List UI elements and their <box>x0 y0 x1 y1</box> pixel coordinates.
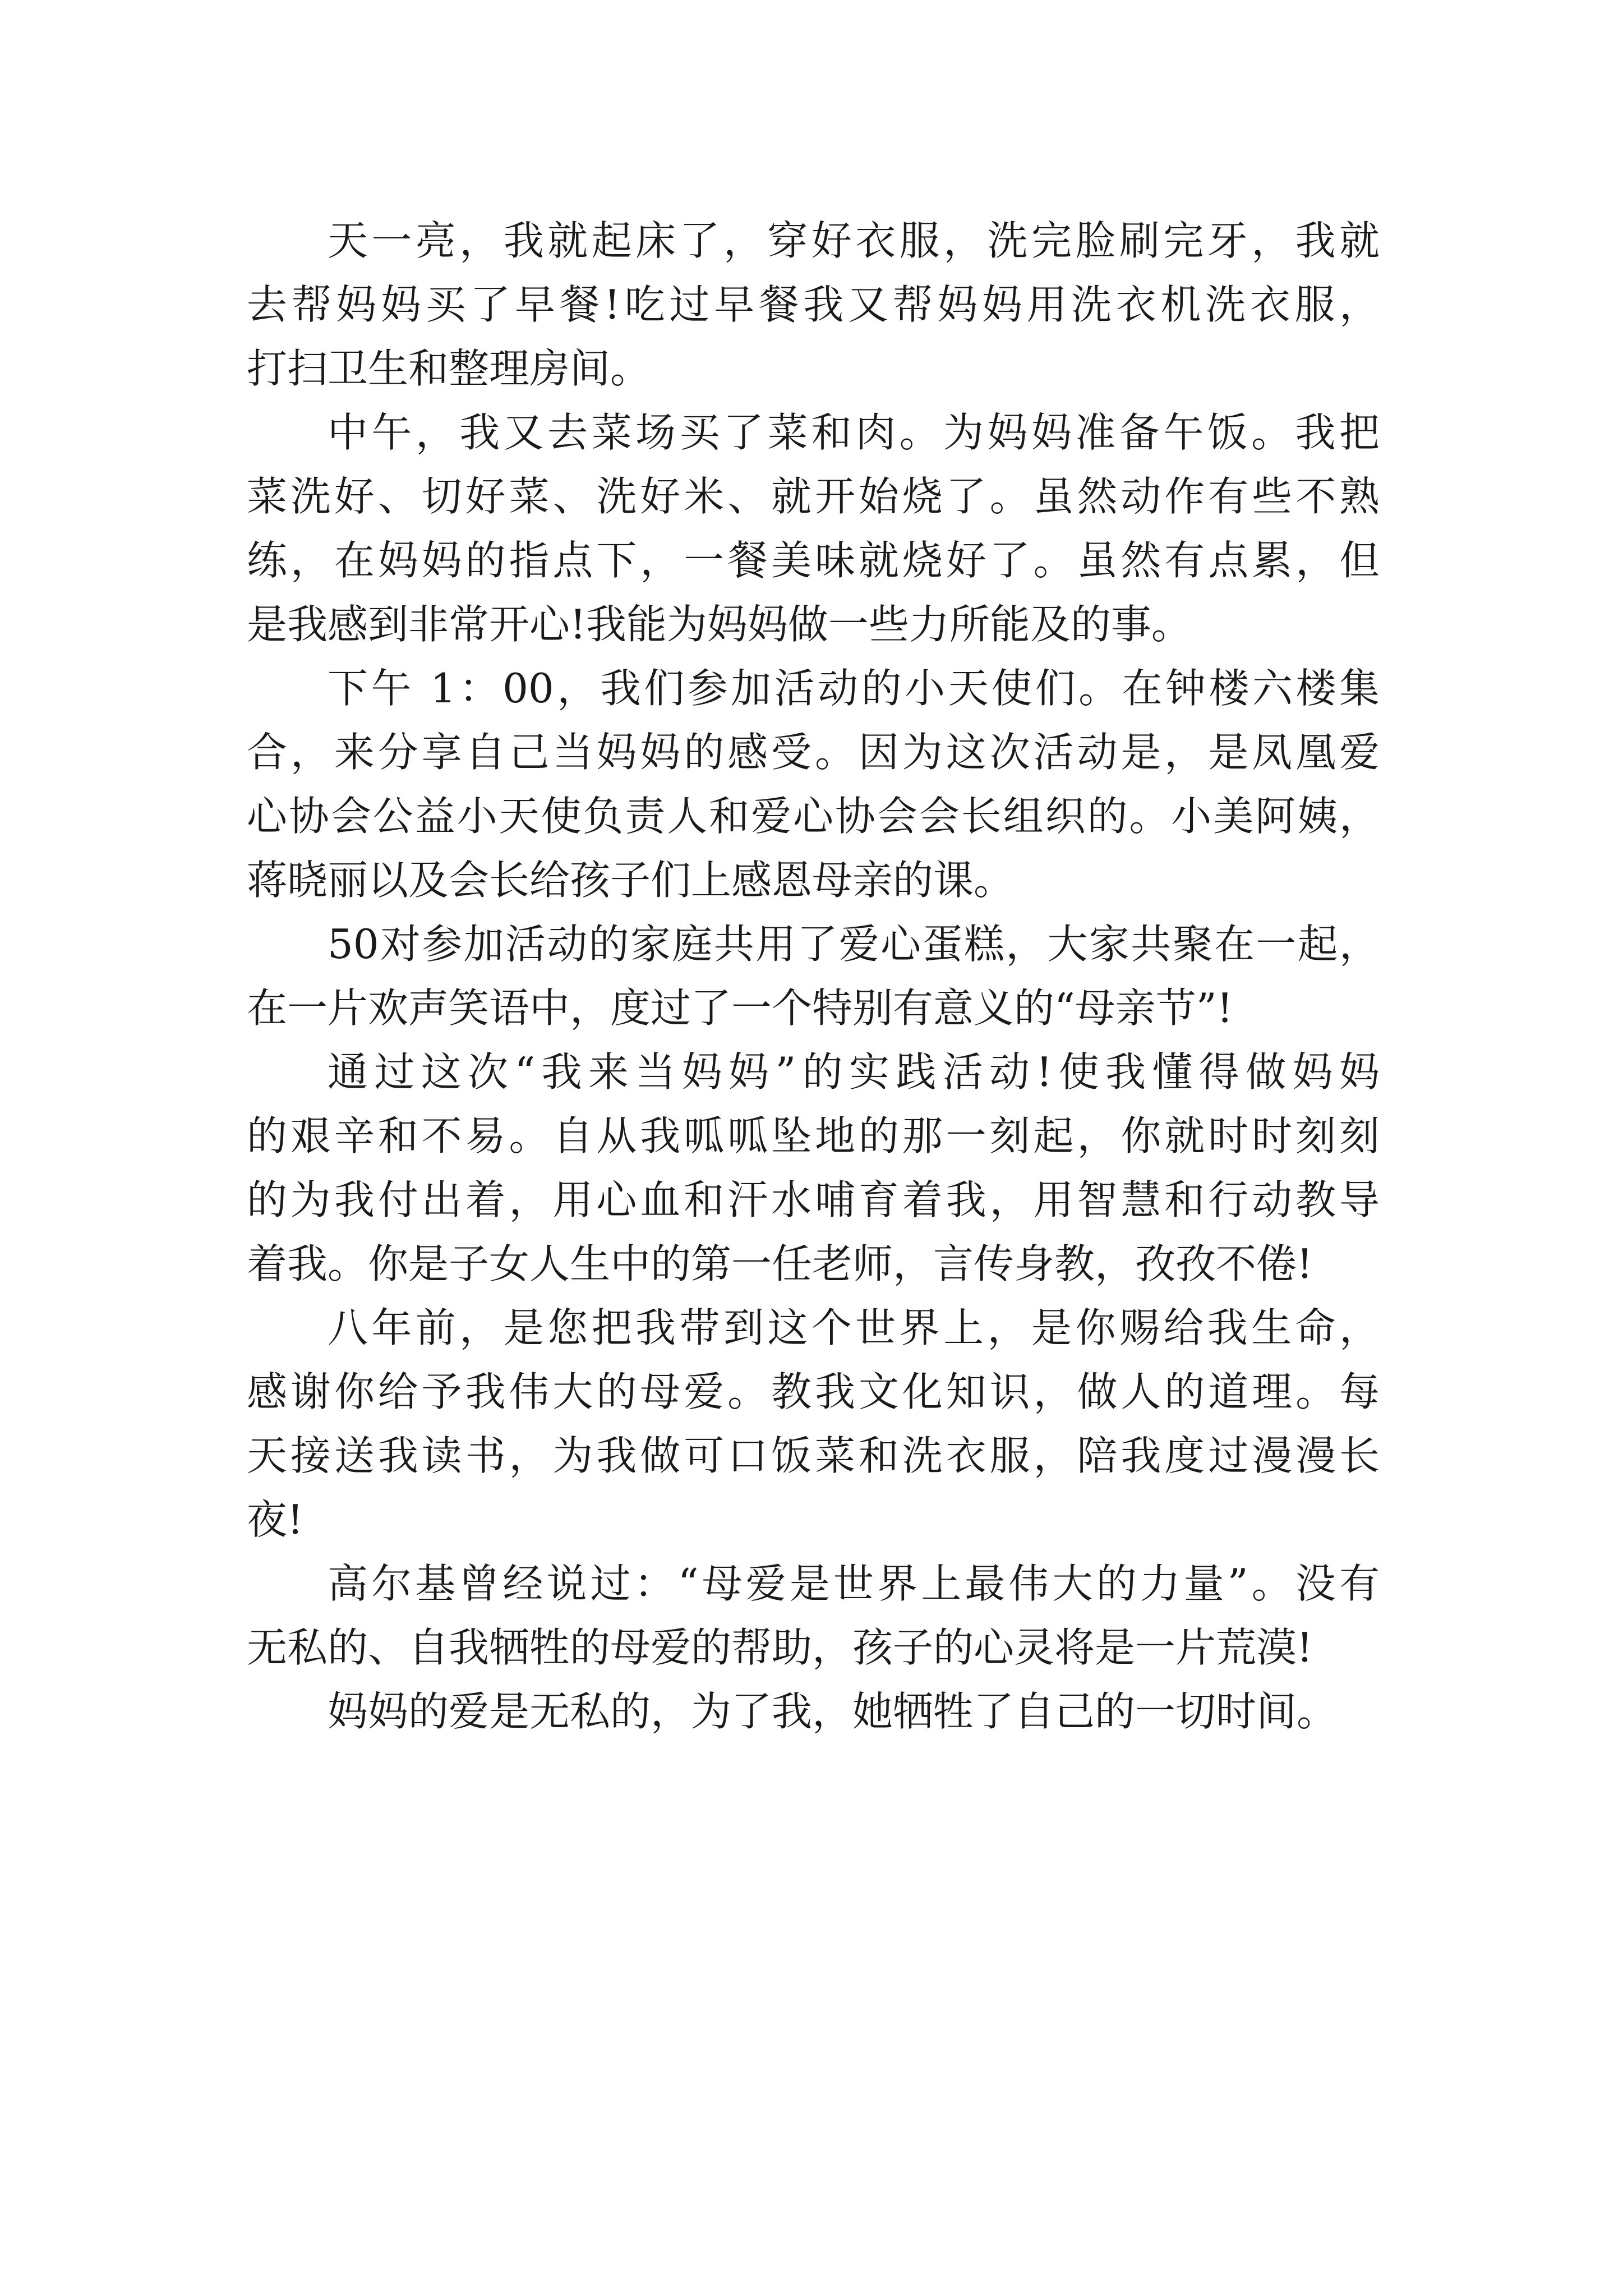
paragraph-line: 天接送我读书，为我做可口饭菜和洗衣服，陪我度过漫漫长 <box>247 1432 1380 1479</box>
paragraph-line: 中午，我又去菜场买了菜和肉。为妈妈准备午饭。我把 <box>328 409 1380 456</box>
paragraph-line: 感谢你给予我伟大的母爱。教我文化知识，做人的道理。每 <box>247 1368 1380 1415</box>
paragraph-line: 的为我付出着，用心血和汗水哺育着我，用智慧和行动教导 <box>247 1176 1380 1223</box>
paragraph-line: 下午 1：00，我们参加活动的小天使们。在钟楼六楼集 <box>328 665 1380 712</box>
paragraph-line: 夜! <box>247 1496 303 1543</box>
paragraph-line: 是我感到非常开心!我能为妈妈做一些力所能及的事。 <box>247 601 1192 648</box>
paragraph-line: 50对参加活动的家庭共用了爱心蛋糕，大家共聚在一起， <box>328 921 1380 968</box>
paragraph-line: 合，来分享自己当妈妈的感受。因为这次活动是，是凤凰爱 <box>247 729 1380 776</box>
article-body <box>247 209 1380 1743</box>
paragraph-line: 心协会公益小天使负责人和爱心协会会长组织的。小美阿姨， <box>247 793 1380 840</box>
paragraph-line: 的艰辛和不易。自从我呱呱坠地的那一刻起，你就时时刻刻 <box>247 1112 1380 1159</box>
paragraph-line: 天一亮，我就起床了，穿好衣服，洗完脸刷完牙，我就 <box>328 217 1380 264</box>
paragraph-line: 无私的、自我牺牲的母爱的帮助，孩子的心灵将是一片荒漠! <box>247 1624 1313 1671</box>
paragraph-line: 高尔基曾经说过：“母爱是世界上最伟大的力量”。没有 <box>328 1560 1380 1607</box>
paragraph-line: 练，在妈妈的指点下，一餐美味就烧好了。虽然有点累，但 <box>247 537 1380 584</box>
paragraph-line: 在一片欢声笑语中，度过了一个特别有意义的“母亲节”! <box>247 984 1233 1032</box>
paragraph-line: 八年前，是您把我带到这个世界上，是你赐给我生命， <box>328 1304 1380 1351</box>
paragraph-line: 打扫卫生和整理房间。 <box>247 345 651 392</box>
paragraph-line: 着我。你是子女人生中的第一任老师，言传身教，孜孜不倦! <box>247 1240 1313 1287</box>
paragraph-line: 菜洗好、切好菜、洗好米、就开始烧了。虽然动作有些不熟 <box>247 473 1380 520</box>
paragraph-line: 蒋晓丽以及会长给孩子们上感恩母亲的课。 <box>247 857 1015 904</box>
paragraph-line: 去帮妈妈买了早餐!吃过早餐我又帮妈妈用洗衣机洗衣服， <box>247 281 1380 328</box>
paragraph-line: 妈妈的爱是无私的，为了我，她牺牲了自己的一切时间。 <box>328 1688 1338 1735</box>
paragraph-line: 通过这次“我来当妈妈”的实践活动!使我懂得做妈妈 <box>328 1048 1380 1096</box>
